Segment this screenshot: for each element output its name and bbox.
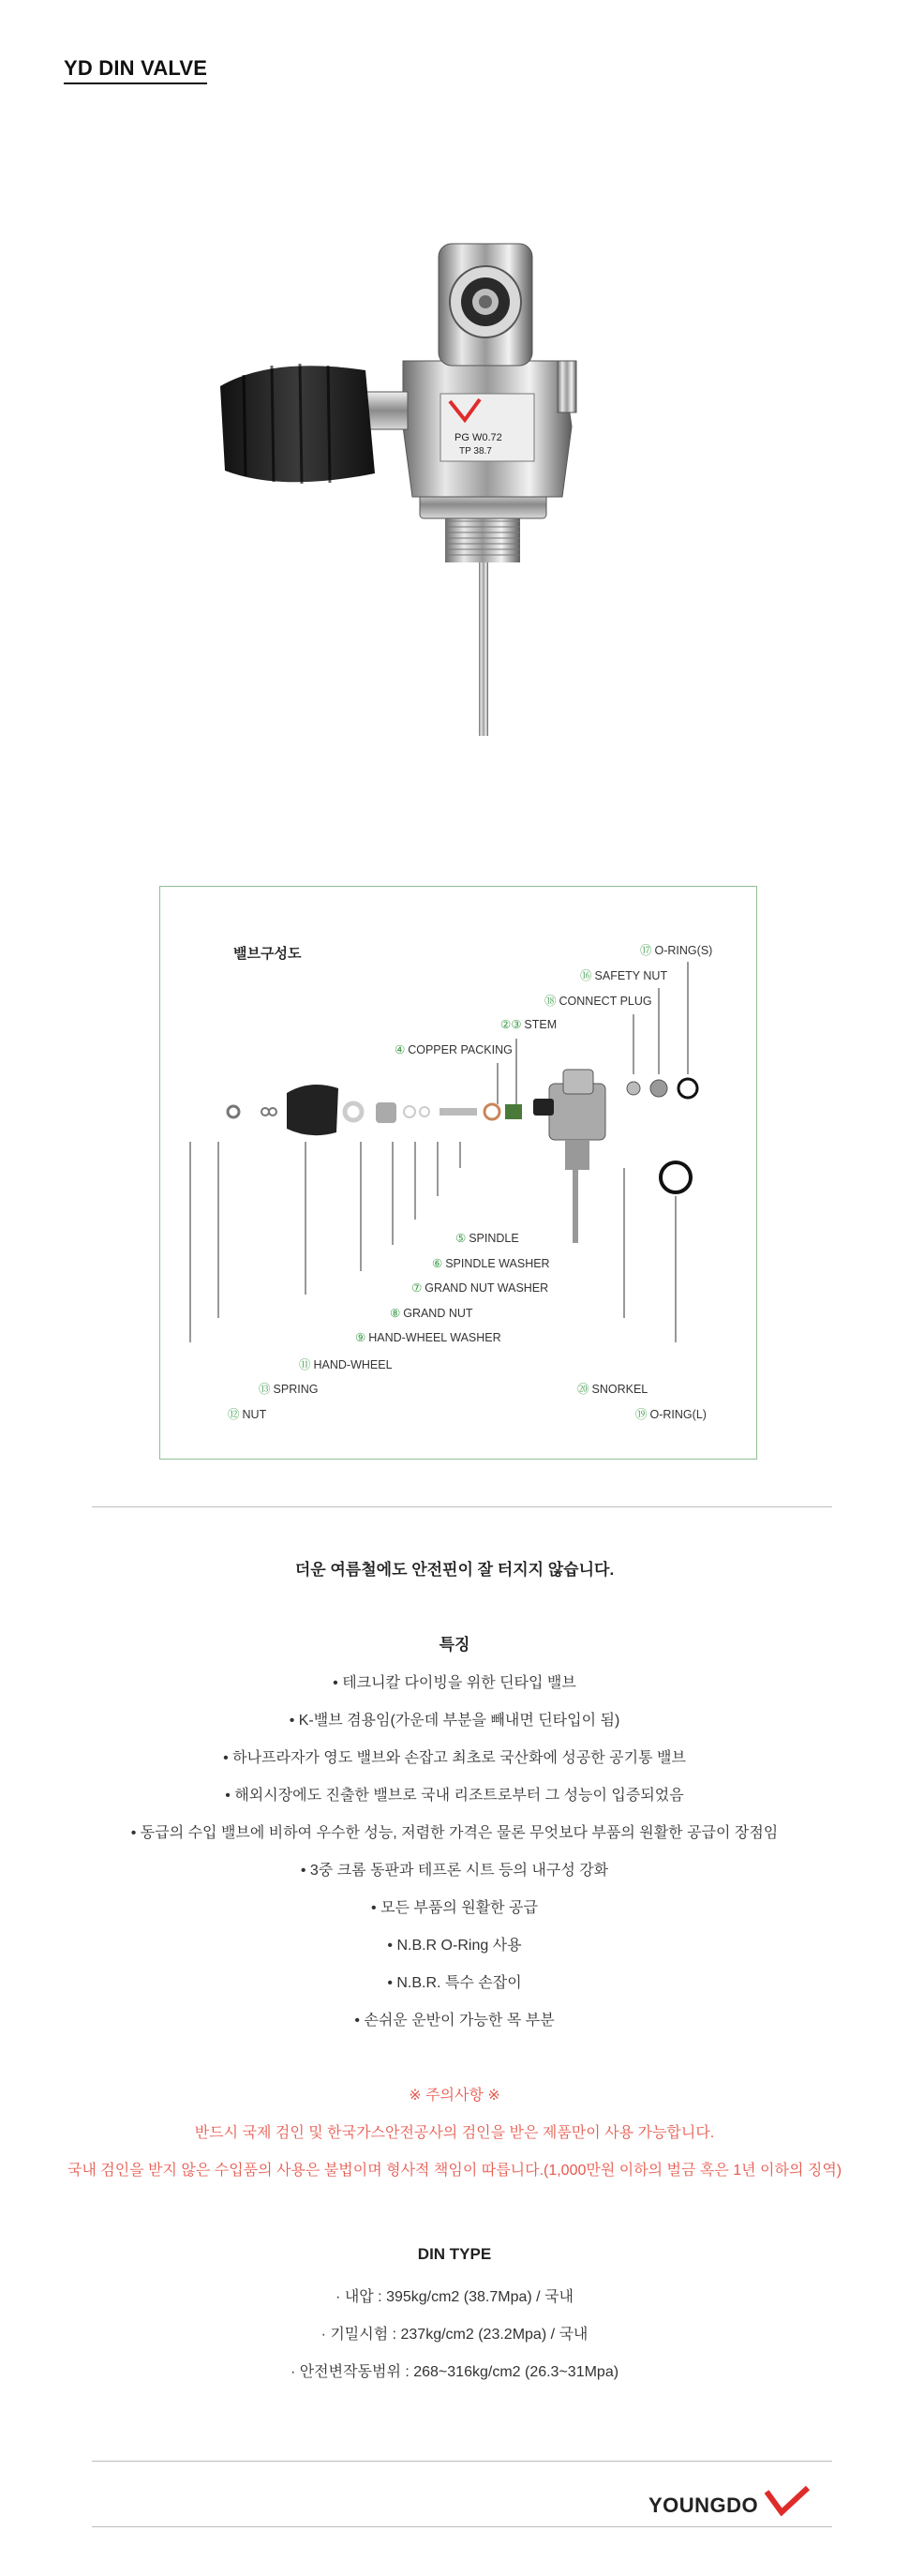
notice-heading: ※ 주의사항 ※: [409, 2088, 500, 2104]
parts-diagram: [159, 886, 757, 1460]
diagram-title: 밸브구성도: [233, 946, 302, 962]
page-title: YD DIN VALVE: [64, 56, 207, 84]
logo-text: YOUNGDO: [648, 2494, 759, 2517]
feature-item: • 하나프라자가 영도 밸브와 손잡고 최초로 국산화에 성공한 공기통 밸브: [223, 1750, 686, 1766]
headline: 더운 여름철에도 안전핀이 잘 터지지 않습니다.: [294, 1561, 615, 1579]
label-copper-packing: ④ COPPER PACKING: [395, 1043, 513, 1056]
feature-item: • 동급의 수입 밸브에 비하여 우수한 성능, 저렴한 가격은 물론 무엇보다 부품의 원활한 공급이 장점임: [130, 1825, 779, 1841]
din-type-heading: DIN TYPE: [417, 2245, 492, 2263]
label-stem: ②③ STEM: [500, 1018, 558, 1031]
label-connect-plug: ⑱ CONNECT PLUG: [544, 995, 652, 1008]
spec-item: · 기밀시험 : 237kg/cm2 (23.2Mpa) / 국내: [320, 2327, 589, 2343]
feature-item: • N.B.R O-Ring 사용: [387, 1938, 522, 1954]
divider: [92, 1506, 832, 1507]
label-o-ring-s: ⑰ O-RING(S): [640, 944, 713, 957]
label-grand-nut-washer: ⑦ GRAND NUT WASHER: [411, 1281, 549, 1295]
spec-item: · 내압 : 395kg/cm2 (38.7Mpa) / 국내: [335, 2289, 574, 2305]
divider: [92, 2526, 832, 2527]
feature-item: • 테크니칼 다이빙을 위한 딘타입 밸브: [333, 1675, 576, 1691]
feature-item: • 해외시장에도 진출한 밸브로 국내 리조트로부터 그 성능이 입증되었음: [225, 1788, 684, 1804]
notice-line-1: 반드시 국제 검인 및 한국가스안전공사의 검인을 받은 제품만이 사용 가능합니다.: [194, 2125, 715, 2141]
youngdo-logo: [648, 2484, 812, 2518]
spec-item: · 안전변작동범위 : 268~316kg/cm2 (26.3~31Mpa): [290, 2364, 619, 2380]
features-heading: 특징: [439, 1636, 470, 1654]
label-grand-nut: ⑧ GRAND NUT: [390, 1307, 473, 1320]
label-o-ring-l: ⑲ O-RING(L): [635, 1408, 707, 1421]
label-spindle-washer: ⑥ SPINDLE WASHER: [432, 1257, 550, 1270]
valve-photo: [187, 225, 637, 750]
logo-check-icon: [763, 2484, 812, 2516]
marking-line-1: PG W0.72: [454, 432, 502, 443]
feature-item: • 3중 크롬 동판과 테프론 시트 등의 내구성 강화: [300, 1863, 609, 1879]
marking-line-2: TP 38.7: [459, 446, 492, 457]
divider: [92, 2461, 832, 2462]
label-nut: ⑫ NUT: [228, 1408, 267, 1421]
label-snorkel: ⑳ SNORKEL: [577, 1383, 648, 1396]
label-spindle: ⑤ SPINDLE: [455, 1232, 519, 1245]
feature-item: • 모든 부품의 원활한 공급: [371, 1900, 538, 1916]
label-hand-wheel-washer: ⑨ HAND-WHEEL WASHER: [355, 1331, 501, 1344]
feature-item: • 손쉬운 운반이 가능한 목 부분: [354, 2013, 555, 2029]
label-hand-wheel: ⑪ HAND-WHEEL: [299, 1358, 393, 1371]
feature-item: • N.B.R. 특수 손잡이: [387, 1975, 522, 1991]
diagram-drawing: [160, 887, 758, 1460]
notice-line-2: 국내 검인을 받지 않은 수입품의 사용은 불법이며 형사적 책임이 따릅니다.(1,000만원 이하의 벌금 혹은 1년 이하의 징역): [67, 2163, 842, 2179]
label-safety-nut: ⑯ SAFETY NUT: [580, 969, 668, 982]
label-spring: ⑬ SPRING: [259, 1383, 319, 1396]
feature-item: • K-밸브 겸용임(가운데 부분을 빼내면 딘타입이 됨): [289, 1713, 620, 1729]
